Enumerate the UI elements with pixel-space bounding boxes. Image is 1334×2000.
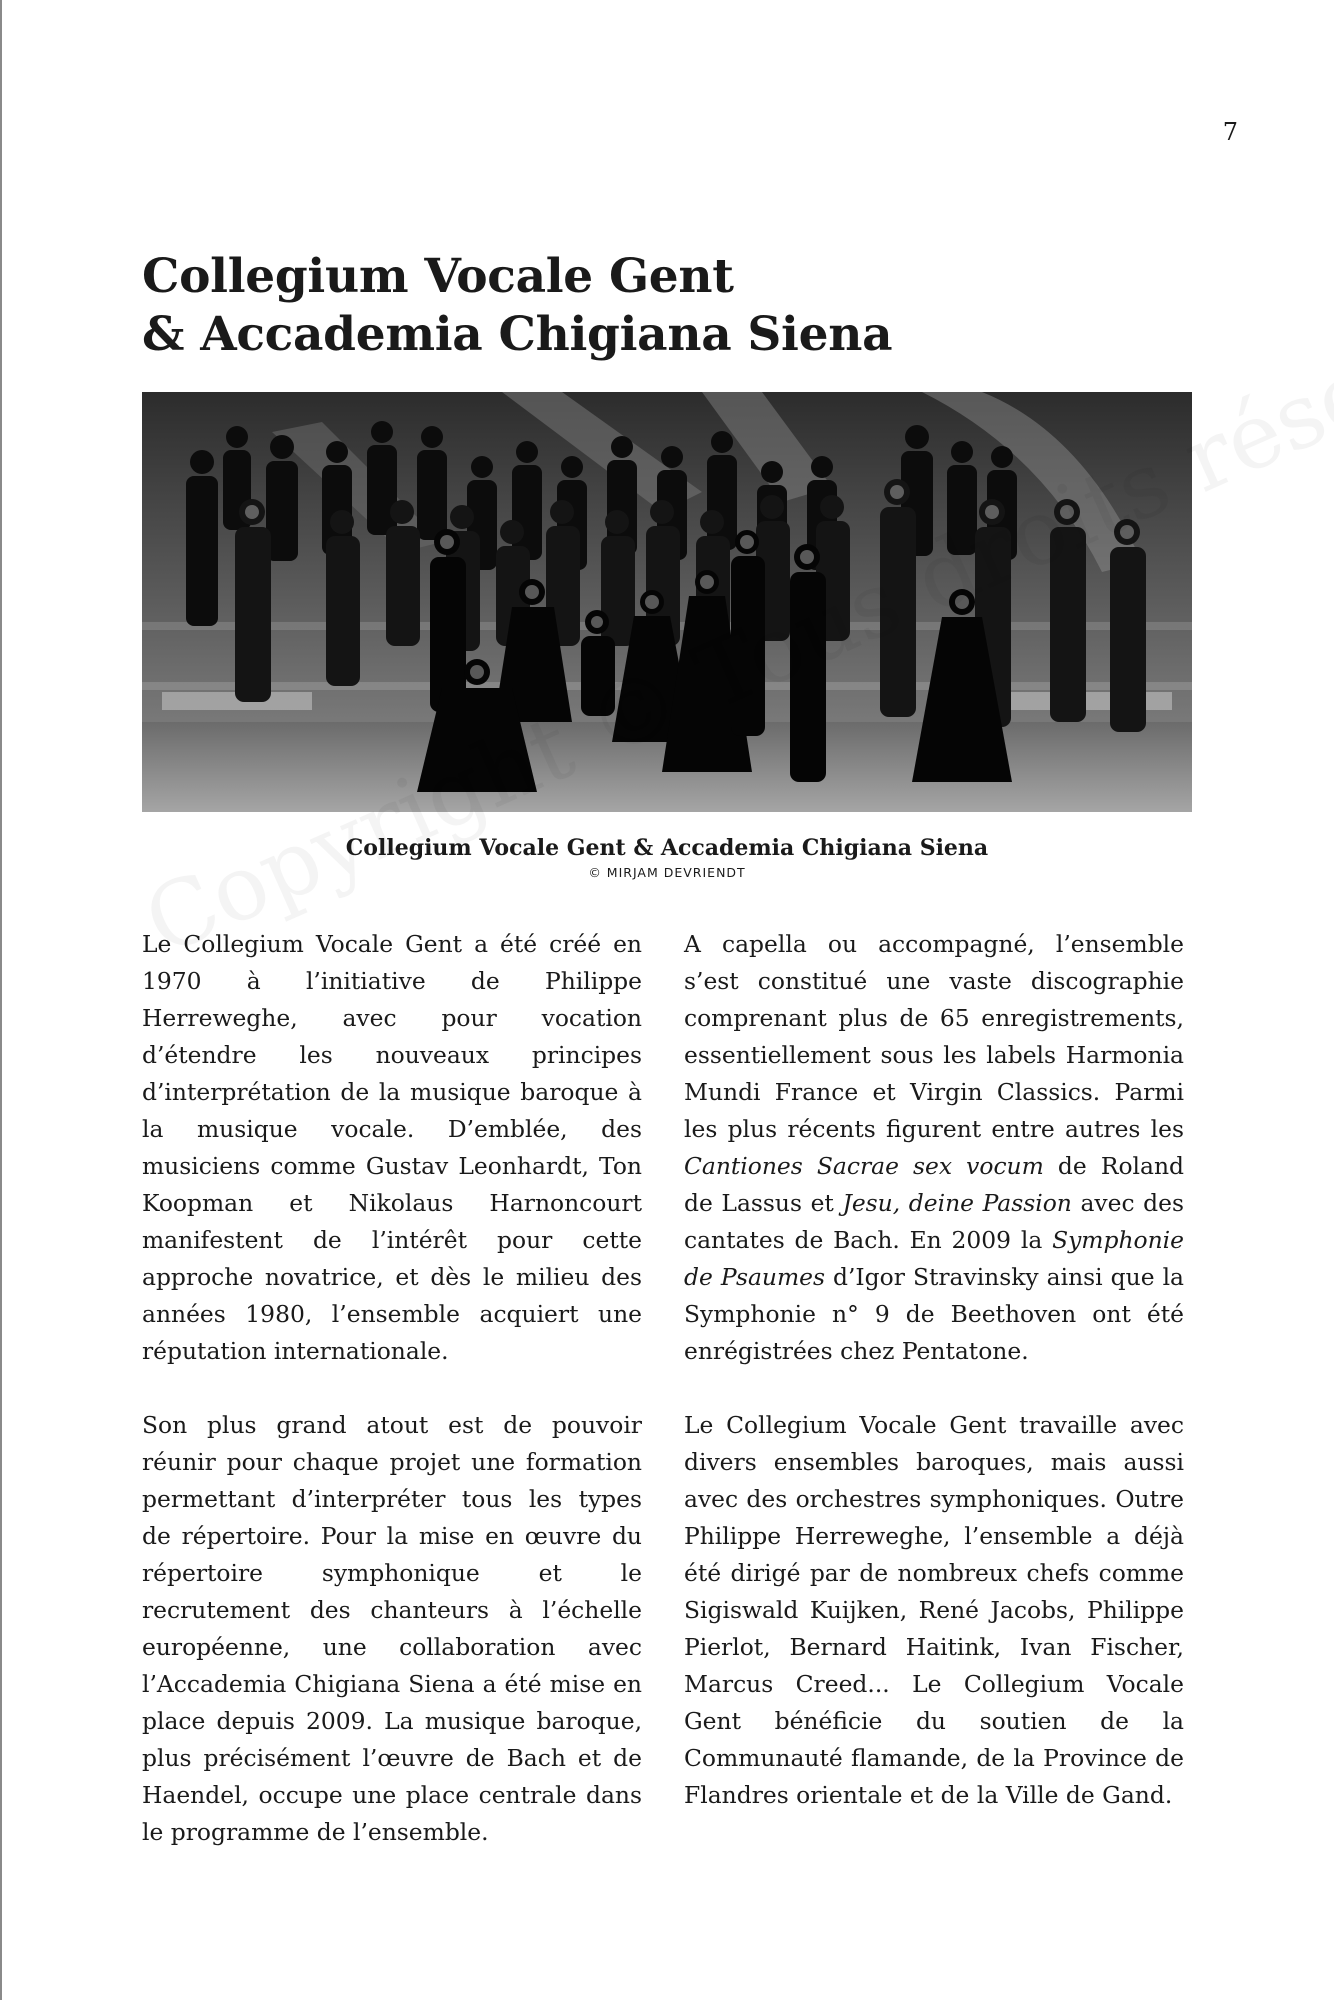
- right-paragraph-2: Le Collegium Vocale Gent travaille avec divers ensembles baroques, mais aussi avec des orchestres symphoniques. Outre Philippe Herreweghe, l’ensemble a déjà été dirigé par de nombreux chefs comme Sigiswald Kuijken, René Jacobs, Philippe Pierlot, Bernard Haitink, Ivan Fischer, Marcus Creed... Le Collegium Vocale Gent bénéficie du soutien de la Communauté flamande, de la Province de Flandres orientale et de la Ville de Gand.: [684, 1411, 1184, 1809]
- ensemble-photo-illustration: [142, 392, 1192, 812]
- work-title: Symphonie de Psaumes: [684, 1226, 1184, 1291]
- left-column: [142, 926, 642, 1851]
- text-run: A capella ou accompagné, l’ensemble s’est constitué une vaste discographie comprenant plus de 65 enregistrements, essentiellement sous les labels Harmonia Mundi France et Virgin Classics. Parmi les plus récents figurent entre autres les: [684, 930, 1184, 1143]
- right-paragraph-1: [684, 926, 1184, 1370]
- title-line-1: Collegium Vocale Gent: [142, 249, 734, 304]
- caption-title: Collegium Vocale Gent & Accademia Chigiana Siena: [345, 835, 989, 861]
- page-number: 7: [1222, 118, 1238, 146]
- photo-credit: © MIRJAM DEVRIENDT: [588, 865, 746, 880]
- left-paragraph-1: Le Collegium Vocale Gent a été créé en 1970 à l’initiative de Philippe Herreweghe, avec pour vocation d’étendre les nouveaux principes d’interprétation de la musique baroque à la musique vocale. D’emblée, des musiciens comme Gustav Leonhardt, Ton Koopman et Nikolaus Harnoncourt manifestent de l’intérêt pour cette approche novatrice, et dès le milieu des années 1980, l’ensemble acquiert une réputation internationale.: [142, 930, 642, 1365]
- text-run: avec des cantates de Bach. En 2009 la: [684, 1189, 1184, 1254]
- work-title: Cantiones Sacrae sex vocum: [684, 1152, 1044, 1180]
- page-title: [142, 248, 892, 364]
- text-run: d’Igor Stravinsky ainsi que la Symphonie n° 9 de Beethoven ont été enrégistrées chez Pentatone.: [684, 1263, 1185, 1365]
- photo-caption: [142, 834, 1192, 880]
- left-paragraph-2: Son plus grand atout est de pouvoir réunir pour chaque projet une formation permettant d’interpréter tous les types de répertoire. Pour la mise en œuvre du répertoire symphonique et le recrutement des chanteurs à l’échelle européenne, une collaboration avec l’Accademia Chigiana Siena a été mise en place depuis 2009. La musique baroque, plus précisément l’œuvre de Bach et de Haendel, occupe une place centrale dans le programme de l’ensemble.: [142, 1411, 642, 1846]
- ensemble-photo: [142, 392, 1192, 812]
- right-column: [684, 926, 1184, 1814]
- text-run: de Roland de Lassus et: [684, 1152, 1184, 1217]
- work-title: Jesu, deine Passion: [842, 1189, 1072, 1217]
- page-edge: [0, 0, 2, 2000]
- title-line-2: & Accademia Chigiana Siena: [142, 307, 893, 362]
